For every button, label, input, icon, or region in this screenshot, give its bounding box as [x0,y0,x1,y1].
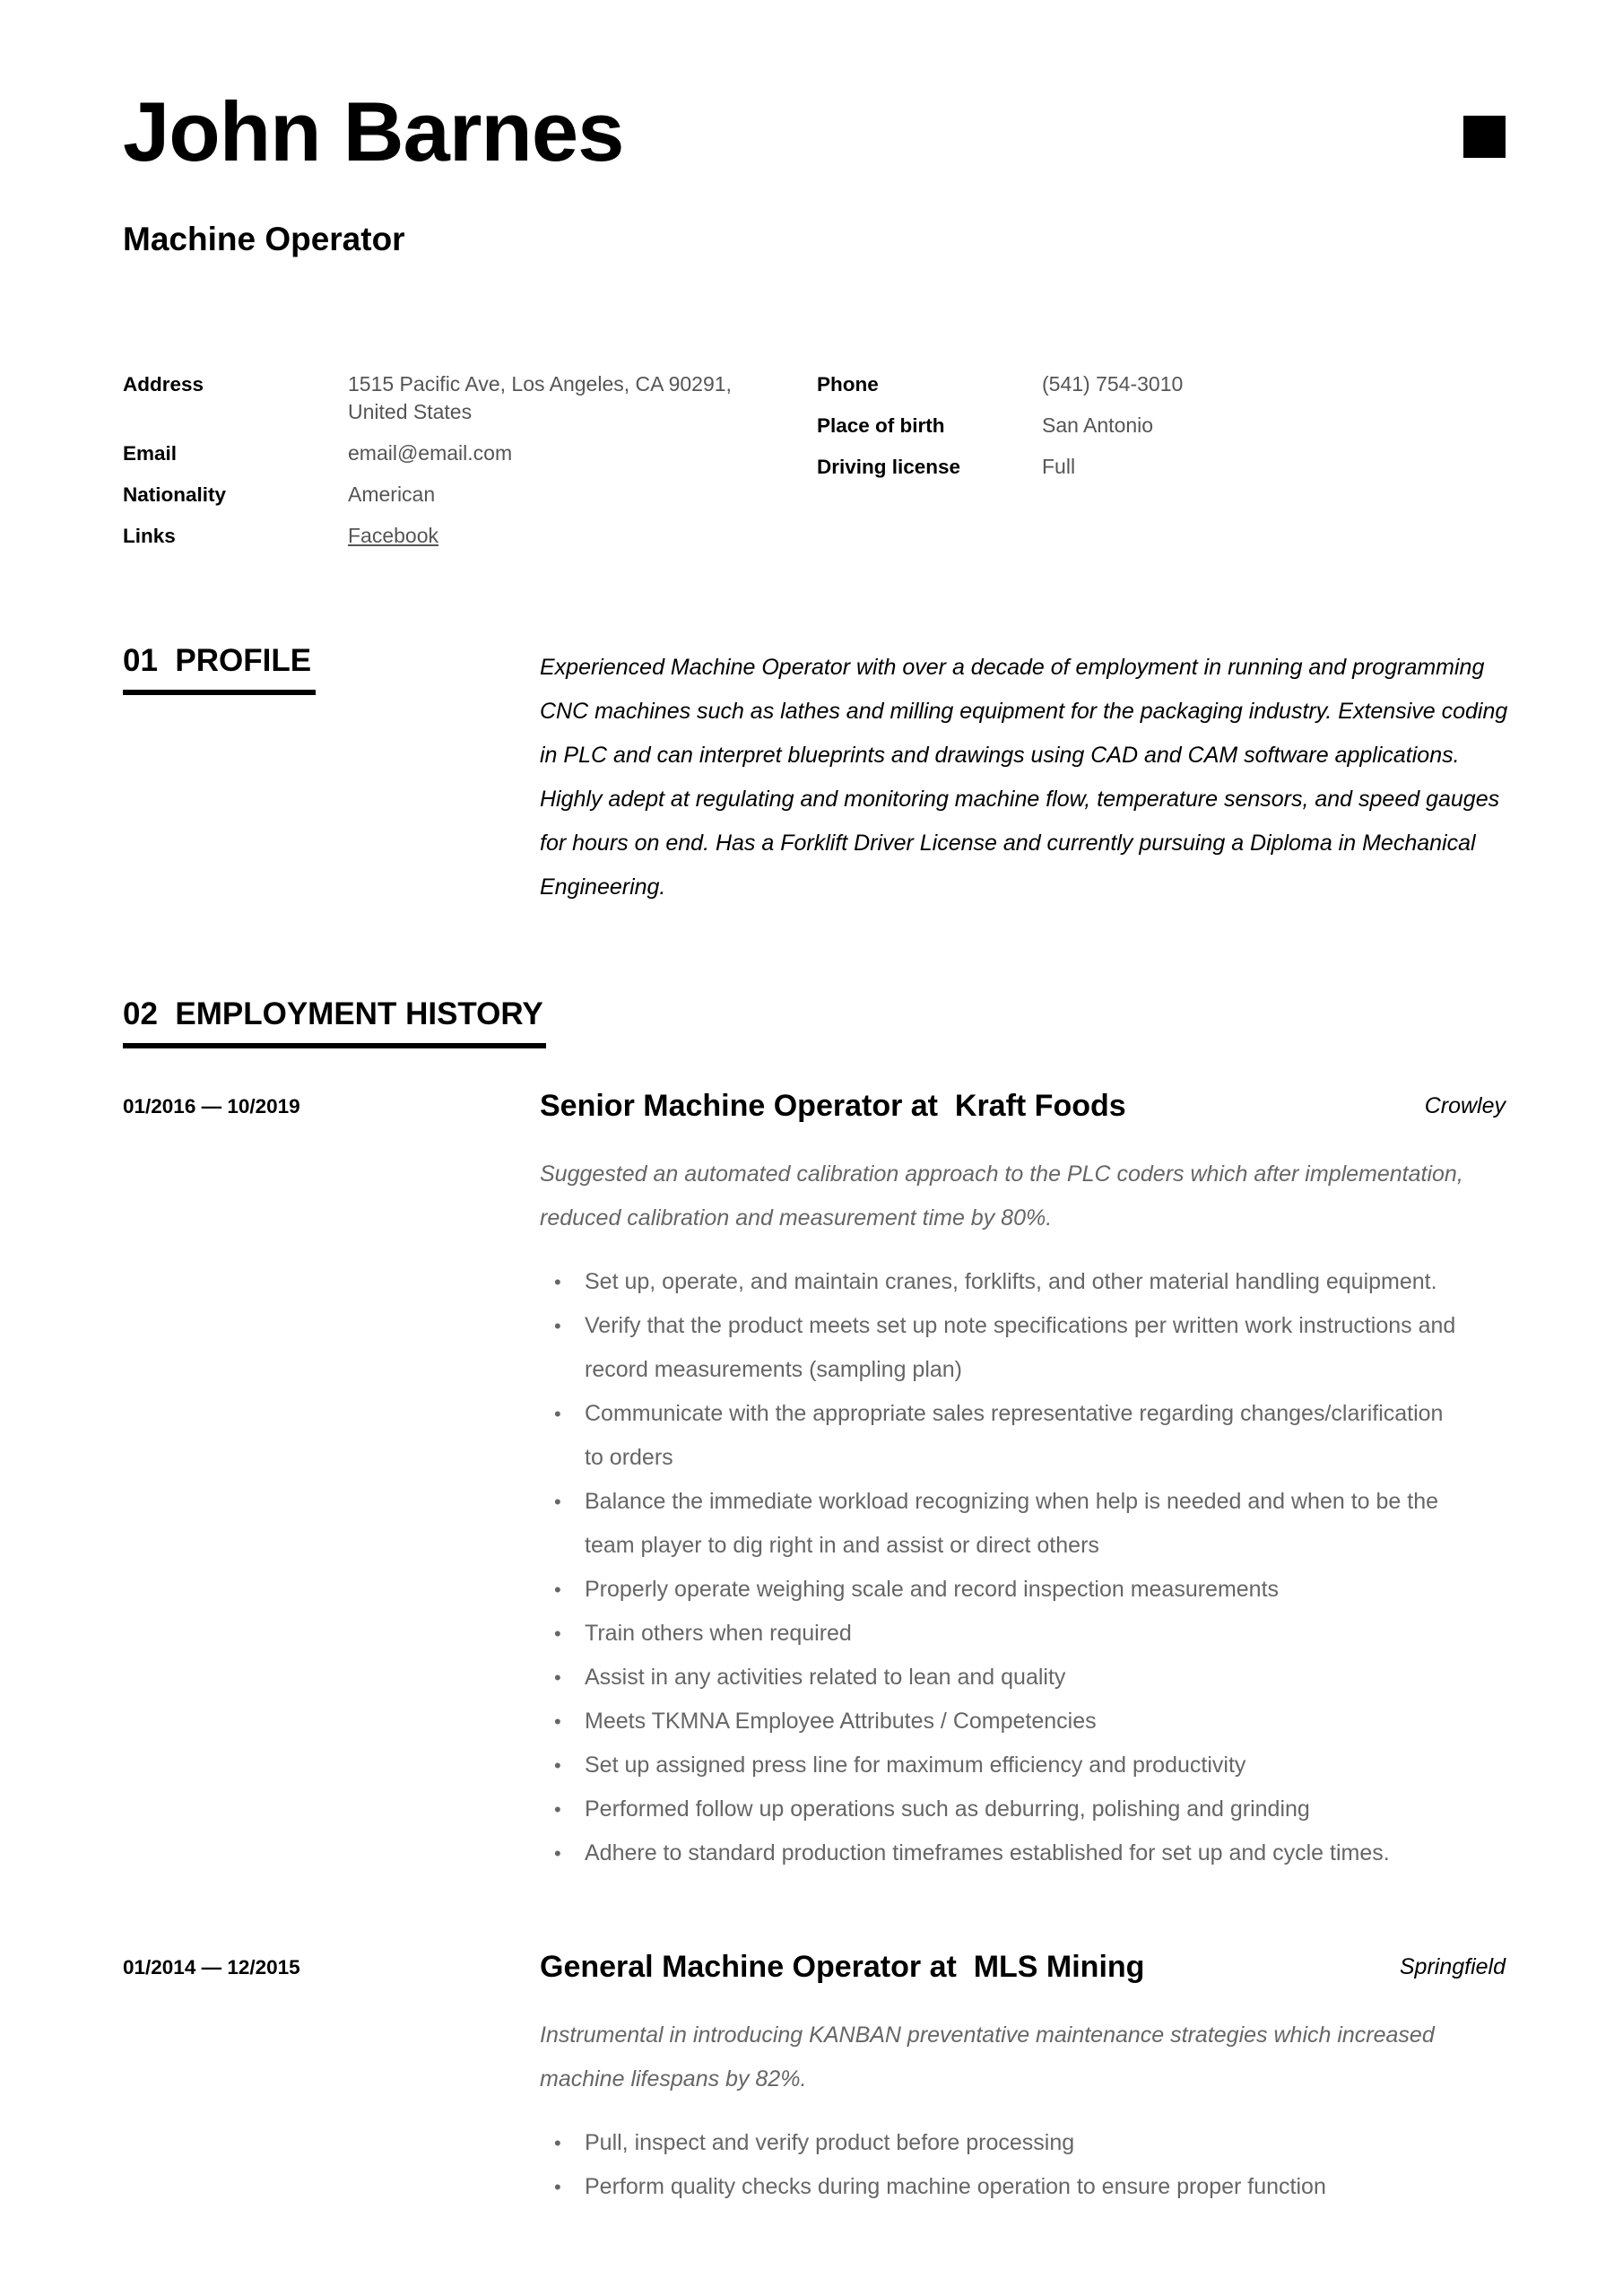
phone-label: Phone [817,373,879,396]
list-item: • Verify that the product meets set up note specifications per written work instructions and record measurements (sampling plan) [540,1304,1463,1392]
job-summary: Instrumental in introducing KANBAN preventative maintenance strategies which increased machine lifespans by 82%. [540,2022,1435,2092]
employment-section-number: 02 [123,996,158,1031]
list-item: • Set up, operate, and maintain cranes, forklifts, and other material handling equipment. [540,1260,1463,1304]
birth-place-value: San Antonio [1042,413,1154,437]
profile-section-number: 01 [123,643,158,678]
phone-value: (541) 754-3010 [1042,372,1184,396]
list-item: • Performed follow up operations such as deburring, polishing and grinding [540,1787,1463,1831]
list-item: • Perform quality checks during machine operation to ensure proper function [540,2165,1463,2209]
list-item: • Properly operate weighing scale and record inspection measurements [540,1568,1463,1612]
list-item: • Adhere to standard production timeframes established for set up and cycle times. [540,1831,1463,1875]
facebook-link[interactable]: Facebook [348,524,439,547]
black-square-logo [1463,116,1506,158]
employment-heading-underline [123,1043,546,1048]
driving-license-label: Driving license [817,456,961,478]
nationality-value: American [348,483,436,506]
job-dates: 01/2014 — 12/2015 [123,1956,300,1979]
nationality-label: Nationality [123,483,227,506]
email-label: Email [123,442,178,465]
address-label: Address [123,373,204,396]
email-value: email@email.com [348,441,513,465]
profile-heading-underline [123,690,316,695]
job-summary: Suggested an automated calibration approach to the PLC coders which after implementation, reduced calibration and measurement time by 80%. [540,1161,1463,1231]
address-value-line2: United States [348,400,473,423]
employment-heading [123,998,543,1030]
job-duties-list [540,1260,1463,1875]
driving-license-value: Full [1042,455,1076,478]
list-item: • Communicate with the appropriate sales representative regarding changes/clarification to orders [540,1392,1463,1480]
facebook-link-wrap [348,522,438,550]
list-item: • Assist in any activities related to lean and quality [540,1656,1463,1700]
birth-place-label: Place of birth [817,414,945,437]
address-value-line1: 1515 Pacific Ave, Los Angeles, CA 90291, [348,372,732,396]
list-item: • Set up assigned press line for maximum efficiency and productivity [540,1744,1463,1787]
candidate-name: John Barnes [123,84,624,178]
job-location: Crowley [1424,1093,1506,1118]
profile-summary: Experienced Machine Operator with over a decade of employment in running and programming CNC machines such as lathes and milling equipment for the packaging industry. Extensive coding in PLC and can interpret blueprints and drawings using CAD and CAM software applications. Highly adept at regulating and monitoring machine flow, temperature sensors, and speed gauges for hours on end. Has a Forklift Driver License and currently pursuing a Diploma in Mechanical Engineering. [540,655,1508,900]
list-item: • Balance the immediate workload recognizing when help is needed and when to be the team player to dig right in and assist or direct others [540,1480,1463,1568]
job-title: General Machine Operator at MLS Mining [540,1950,1145,1984]
candidate-job-title: Machine Operator [123,221,405,257]
profile-heading [123,645,311,676]
job-title: Senior Machine Operator at Kraft Foods [540,1089,1126,1123]
list-item: • Meets TKMNA Employee Attributes / Competencies [540,1700,1463,1744]
list-item: • Pull, inspect and verify product before processing [540,2121,1463,2165]
employment-section-title: EMPLOYMENT HISTORY [175,996,543,1031]
job-duties-list [540,2121,1463,2209]
links-label: Links [123,525,176,547]
job-location: Springfield [1399,1954,1506,1979]
profile-section-title: PROFILE [175,643,312,678]
job-dates: 01/2016 — 10/2019 [123,1095,300,1118]
list-item: • Train others when required [540,1612,1463,1656]
